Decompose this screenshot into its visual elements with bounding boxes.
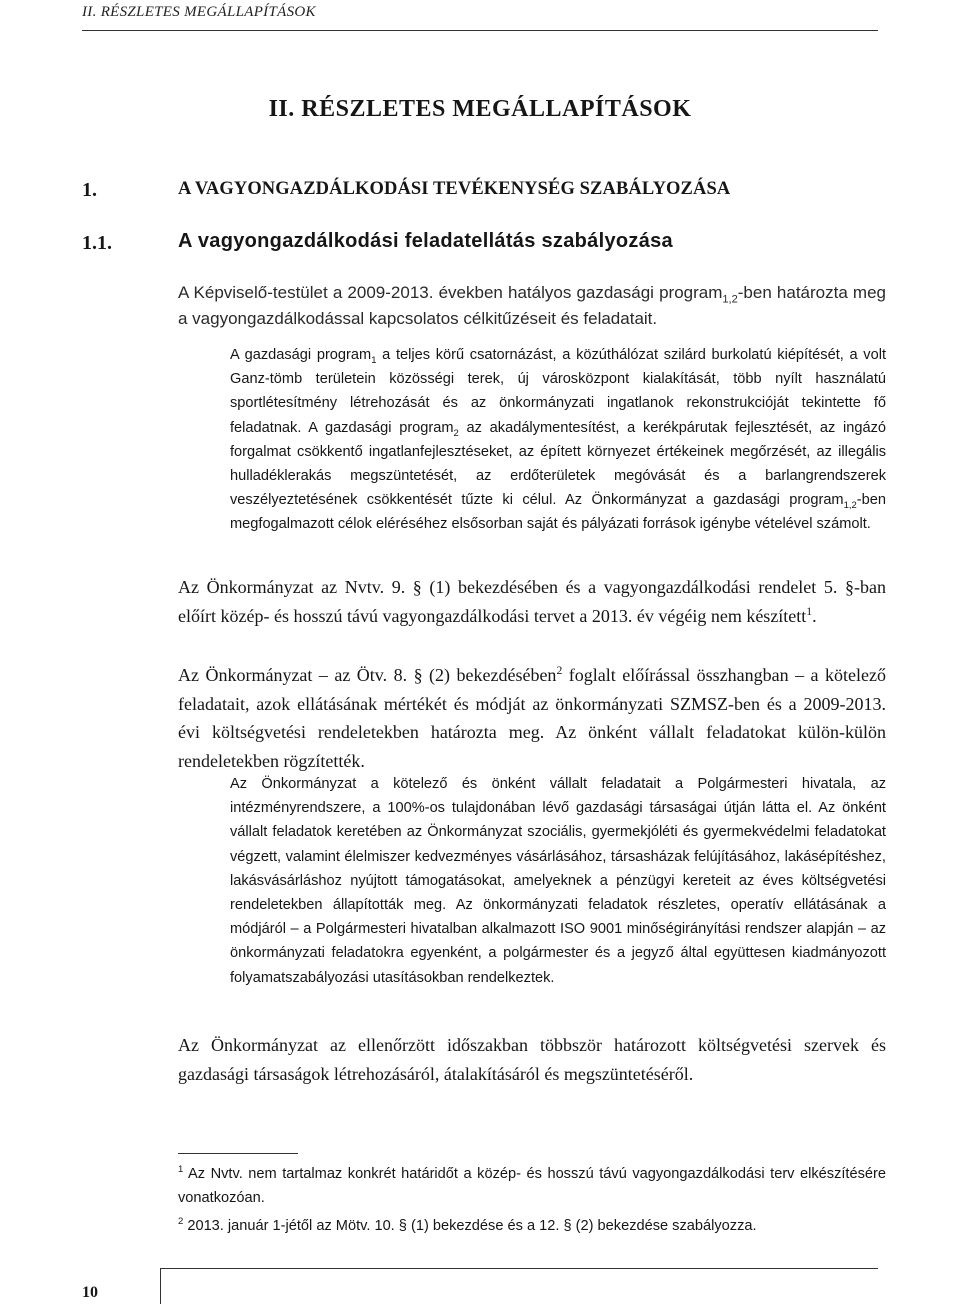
text-run: . — [812, 605, 817, 626]
section-title: II. RÉSZLETES MEGÁLLAPÍTÁSOK — [268, 96, 692, 122]
heading1-text: A VAGYONGAZDÁLKODÁSI TEVÉKENYSÉG SZABÁLYOZÁSA — [178, 179, 731, 199]
subscript: 1 — [371, 354, 377, 366]
heading2-text: A vagyongazdálkodási feladatellátás szabályozása — [178, 230, 673, 252]
paragraph-nvtv — [178, 573, 886, 630]
subscript: 1,2 — [722, 293, 738, 306]
text-run: Az Önkormányzat – az Ötv. 8. § (2) bekezdésében — [178, 665, 557, 685]
text-run: a teljes körű csatornázást, a közúthálózat szilárd burkolatú kiépítését, a volt Ganz-tömb területein közösségi terek, új városközpont kialakítását, több nyílt használatú sportlétesítmény létrehozását és az önkormányzati ingatlanok rekonstrukcióját tekintette fő feladatnak. A gazdasági program — [230, 347, 887, 436]
text-run: -ben megfogalmazott célok eléréséhez elsősorban saját és pályázati források igénybe vételével számolt. — [230, 492, 886, 533]
text-run: A gazdasági program — [230, 347, 372, 363]
subscript: 2 — [453, 427, 459, 439]
paragraph-program-goals — [230, 343, 886, 537]
footnote-1 — [178, 1162, 886, 1210]
footnote-text: 2013. január 1-jétől az Mötv. 10. § (1) bekezdése és a 12. § (2) bekezdése szabályozza. — [183, 1218, 757, 1234]
footnote-ref: 2 — [556, 664, 563, 677]
footnote-separator — [178, 1153, 298, 1154]
subscript: 1,2 — [843, 500, 857, 512]
text-run: Az Önkormányzat az Nvtv. 9. § (1) bekezdésében és a vagyongazdálkodási rendelet 5. §-ban előírt közép- és hosszú távú vagyongazdálkodási tervet a 2013. év végéig nem készített — [178, 577, 886, 626]
heading2-number: 1.1. — [82, 232, 112, 254]
footnote-text: Az Nvtv. nem tartalmaz konkrét határidőt a közép- és hosszú távú vagyongazdálkodási terv elkészítésére vonatkozóan. — [178, 1166, 886, 1206]
page-number-divider — [160, 1268, 161, 1304]
page-number: 10 — [82, 1284, 98, 1301]
footnote-mark: 2 — [178, 1216, 184, 1228]
text-run: foglalt előírással összhangban – a kötelező feladatait, azok ellátásának mértékét és módját az önkormányzati SZMSZ-ben és a 2009-2013. évi költségvetési rendeletekben határozta meg. Az önként vállalt feladatokat külön-külön rendeletekben rögzítették. — [178, 665, 886, 771]
running-header: II. RÉSZLETES MEGÁLLAPÍTÁSOK — [82, 4, 316, 20]
text-run: A Képviselő-testület a 2009-2013. években hatályos gazdasági program — [178, 283, 723, 302]
heading1-number: 1. — [82, 179, 97, 201]
page-footer-rule — [160, 1268, 878, 1269]
paragraph-intro — [178, 280, 886, 332]
text-run: -ben határozta meg a vagyongazdálkodással kapcsolatos célkitűzéseit és feladatait. — [178, 283, 886, 328]
header-rule — [82, 30, 878, 31]
footnote-2 — [178, 1214, 886, 1238]
footnote-mark: 1 — [178, 1164, 184, 1176]
paragraph-conclusion: Az Önkormányzat az ellenőrzött időszakban többször határozott költségvetési szervek és gazdasági társaságok létrehozásáról, átalakításáról és megszüntetéséről. — [178, 1035, 886, 1084]
footnote-ref: 1 — [806, 604, 813, 618]
text-run: az akadálymentesítést, a kerékpárutak fejlesztését, az ingázó forgalmat csökkentő ingatlanfejlesztéseket, az épített környezet értékeinek megőrzését, az illegális hulladéklerakás megszüntetését, az erdőterületek megóvását és a barlangrendszerek veszélyeztetésének csökkentését tűzte ki célul. Az Önkormányzat a gazdasági program — [230, 419, 886, 509]
paragraph-tasks: Az Önkormányzat a kötelező és önként vállalt feladatait a Polgármesteri hivatala, az intézményrendszere, a 100%-os tulajdonában lévő gazdasági társaságai útján látta el. Az önként vállalt feladatok keretében az Önkormányzat szociális, gyermekjóléti és gyermekvédelmi feladatokat végzett, valamint élelmiszer kedvezményes vásárlásához, társasházak felújításához, lakásépítéshez, lakásvásárláshoz nyújtott támogatásokat, amelyeknek a pénzügyi kereteit az éves költségvetési rendeletekben állapították meg. Az önkormányzati feladatok részletes, operatív ellátásának a módjáról – a Polgármesteri hivatalban alkalmazott ISO 9001 minőségirányítási rendszer alapján – az önkormányzati feladatokra egyenként, a polgármester és a jegyző által együttesen kiadmányozott folyamatszabályozási utasításokban rendelkeztek. — [230, 776, 886, 986]
paragraph-otv — [178, 661, 886, 775]
